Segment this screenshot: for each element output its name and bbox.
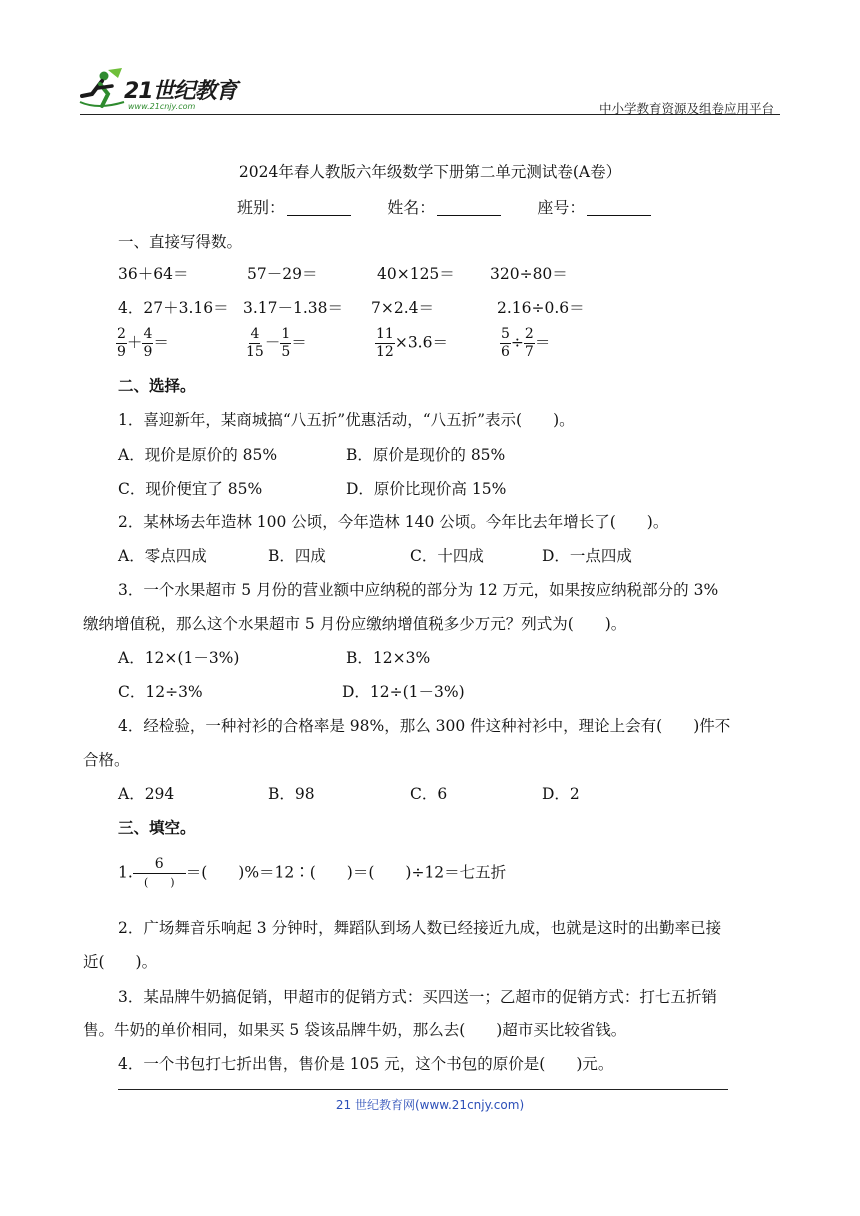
q2-2-option-b[interactable]: B．四成	[268, 547, 326, 565]
q3-4-line1: 4．一个书包打七折出售，售价是 105 元，这个书包的原价是( )元。	[118, 1055, 614, 1073]
fraction: $\frac{4}{15}$	[246, 326, 264, 360]
calc-2-3: 7×2.4＝	[371, 299, 434, 317]
q2-2-option-c[interactable]: C．十四成	[410, 547, 484, 565]
q2-4-option-d[interactable]: D．2	[542, 785, 580, 803]
name-label: 姓名：	[387, 198, 436, 217]
calc-1-2: 57－29＝	[247, 265, 318, 283]
calc-2-4: 2.16÷0.6＝	[497, 299, 585, 317]
site-logo	[78, 66, 248, 116]
section3-heading: 三、填空。	[118, 818, 196, 837]
q2-1-stem: 1．喜迎新年，某商城搞“八五折”优惠活动，“八五折”表示( )。	[118, 411, 575, 429]
calc-3-2: $\frac{4}{15}$ － $\frac{1}{5}$ ＝	[246, 326, 307, 360]
class-label: 班别：	[237, 198, 286, 217]
calc-1-4: 320÷80＝	[490, 265, 568, 283]
q3-3-line2: 售。牛奶的单价相同，如果买 5 袋该品牌牛奶，那么去( )超市买比较省钱。	[83, 1021, 627, 1039]
q2-1-option-b[interactable]: B．原价是现价的 85%	[346, 446, 506, 464]
q2-4-option-a[interactable]: A．294	[118, 785, 175, 803]
q2-2-stem: 2．某林场去年造林 100 公顷，今年造林 140 公顷。今年比去年增长了( )。	[118, 513, 669, 531]
logo-url: www.21cnjy.com	[128, 102, 196, 111]
q2-4-stem-line2: 合格。	[83, 751, 130, 769]
seat-label: 座号：	[537, 198, 586, 217]
calc-2-1: 4．27＋3.16＝	[118, 299, 229, 317]
q2-3-stem-line2: 缴纳增值税，那么这个水果超市 5 月份应缴纳增值税多少万元？列式为( )。	[83, 615, 627, 633]
section2-heading: 二、选择。	[118, 376, 196, 395]
q2-4-option-b[interactable]: B．98	[268, 785, 315, 803]
fraction: $\frac{5}{6}$	[501, 326, 510, 360]
q3-2-line1: 2．广场舞音乐响起 3 分钟时，舞蹈队到场人数已经接近九成，也就是这时的出勤率已接	[118, 919, 722, 937]
q3-3-line1: 3．某品牌牛奶搞促销，甲超市的促销方式：买四送一；乙超市的促销方式：打七五折销	[118, 988, 717, 1006]
seat-field[interactable]	[587, 199, 651, 216]
footer-divider	[118, 1089, 728, 1090]
section1-heading: 一、直接写得数。	[118, 233, 243, 251]
fraction: $\frac{2}{9}$	[117, 326, 126, 360]
fraction: $\frac{2}{7}$	[524, 326, 534, 360]
calc-1-3: 40×125＝	[377, 265, 455, 283]
calc-3-3: $\frac{11}{12}$ ×3.6＝	[376, 326, 448, 360]
q2-3-option-c[interactable]: C．12÷3%	[118, 683, 203, 701]
header-divider	[80, 114, 780, 115]
q2-1-option-a[interactable]: A．现价是原价的 85%	[118, 446, 278, 464]
fraction: $\frac{1}{5}$	[281, 326, 291, 360]
q2-4-option-c[interactable]: C．6	[410, 785, 448, 803]
q2-2-option-d[interactable]: D．一点四成	[542, 547, 632, 565]
q2-3-option-b[interactable]: B．12×3%	[346, 649, 431, 667]
calc-3-1: $\frac{2}{9}$ ＋ $\frac{4}{9}$ ＝	[117, 326, 169, 360]
q2-3-option-d[interactable]: D．12÷(1－3%)	[342, 683, 465, 701]
q2-1-option-d[interactable]: D．原价比现价高 15%	[346, 480, 507, 498]
page-title: 2024年春人教版六年级数学下册第二单元测试卷(A卷）	[238, 163, 622, 181]
fraction: $\frac{4}{9}$	[143, 326, 153, 360]
fraction: $\frac{11}{12}$	[376, 326, 394, 360]
q2-2-option-a[interactable]: A．零点四成	[118, 547, 207, 565]
q2-3-stem-line1: 3．一个水果超市 5 月份的营业额中应纳税的部分为 12 万元，如果按应纳税部分的 3%	[118, 581, 719, 599]
footer-link[interactable]: 21 世纪教育网(www.21cnjy.com)	[335, 1098, 525, 1112]
q2-3-option-a[interactable]: A．12×(1－3%)	[118, 649, 240, 667]
calc-2-2: 3.17－1.38＝	[243, 299, 344, 317]
class-field[interactable]	[287, 199, 351, 216]
q3-1: 1. $\frac{6}{( )}$ ＝( )%＝12∶( )＝( )÷12＝七五折	[118, 856, 507, 889]
calc-1-1: 36＋64＝	[118, 265, 189, 283]
q2-4-stem-line1: 4．经检验，一种衬衫的合格率是 98%，那么 300 件这种衬衫中，理论上会有( )件不	[118, 717, 731, 735]
q3-2-line2: 近( )。	[83, 953, 158, 971]
fraction: $\frac{6}{( )}$	[133, 856, 186, 891]
logo-text: 21世纪教育	[124, 79, 237, 104]
header-platform-text: 中小学教育资源及组卷应用平台	[598, 101, 774, 116]
info-line	[237, 198, 651, 218]
calc-3-4: $\frac{5}{6}$ ÷ $\frac{2}{7}$ ＝	[501, 326, 551, 360]
name-field[interactable]	[437, 199, 501, 216]
q2-1-option-c[interactable]: C．现价便宜了 85%	[118, 480, 263, 498]
